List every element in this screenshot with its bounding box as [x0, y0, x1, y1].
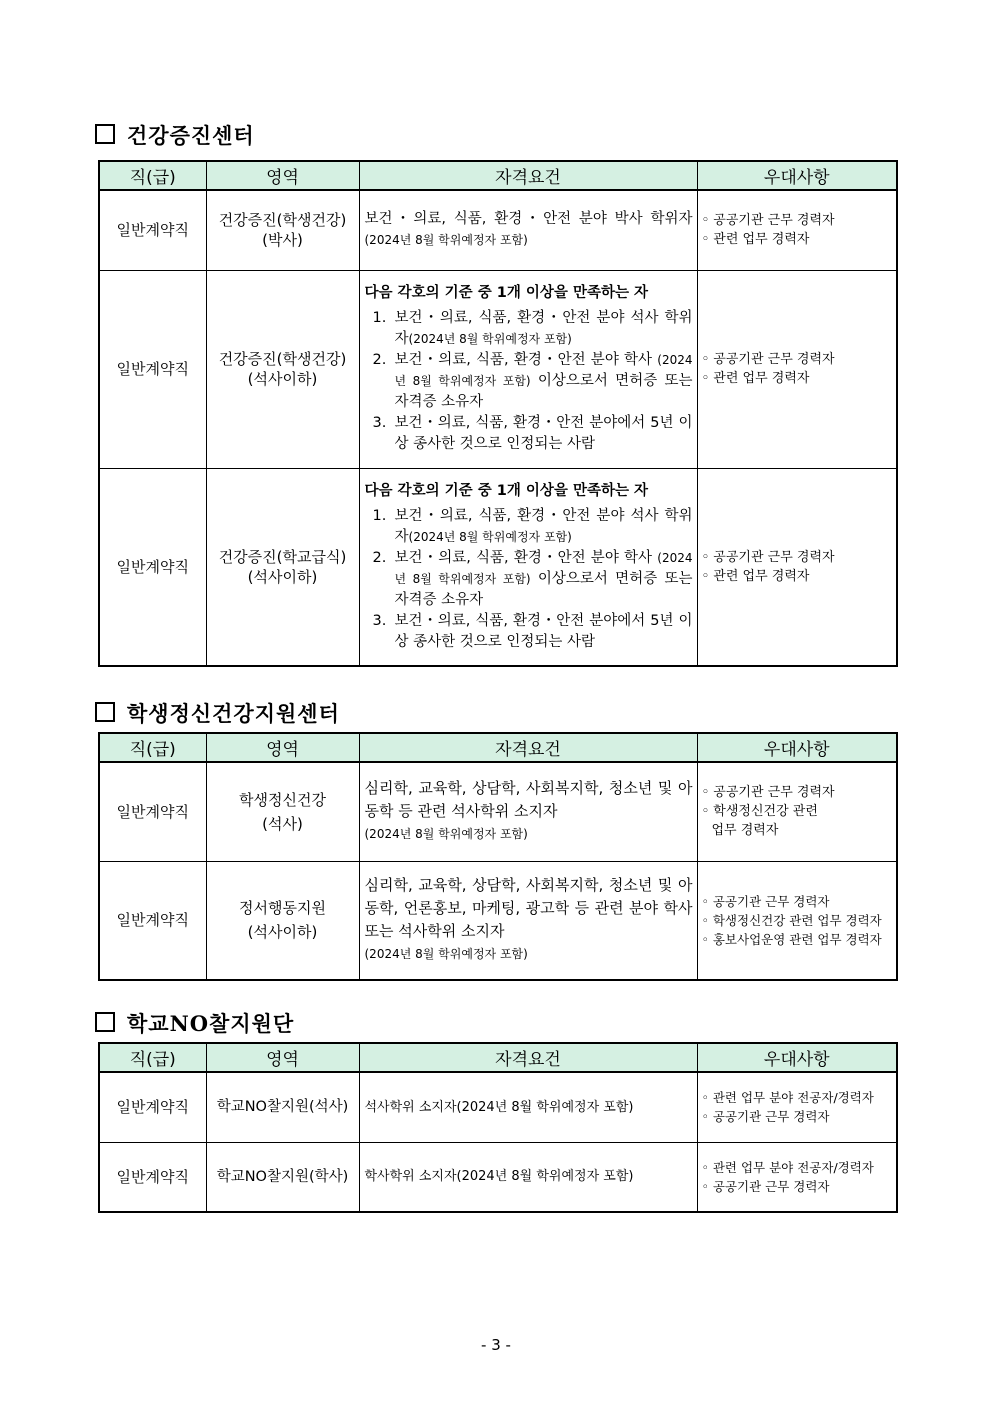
header-requirements: 자격요건: [359, 1043, 697, 1072]
table-row: [99, 1072, 897, 1142]
table-row: [99, 468, 897, 666]
header-area: 영역: [206, 733, 359, 762]
list-item: 2. 보건・의료, 식품, 환경・안전 분야 학사 (2024년 8월 학위예정자 포함) 이상으로서 면허증 또는 자격증 소유자: [372, 549, 693, 608]
checkbox-square-icon: [95, 124, 115, 144]
table-header-row: [99, 1043, 897, 1072]
requirements-cell: [359, 468, 697, 666]
section-title-text: 건강증진센터: [127, 123, 255, 148]
list-item: 3. 보건・의료, 식품, 환경・안전 분야에서 5년 이상 종사한 것으로 인정되는 사람: [372, 415, 693, 452]
table-row: [99, 270, 897, 468]
section-title-school-support: [95, 1008, 294, 1038]
requirements-cell: 석사학위 소지자(2024년 8월 학위예정자 포함): [359, 1072, 697, 1142]
list-item: 2. 보건・의료, 식품, 환경・안전 분야 학사 (2024년 8월 학위예정자 포함) 이상으로서 면허증 또는 자격증 소유자: [372, 352, 693, 410]
list-item: 1. 보건・의료, 식품, 환경・안전 분야 석사 학위자(2024년 8월 학위예정자 포함): [372, 310, 693, 347]
school-support-team-table: [98, 1042, 898, 1213]
requirements-cell: 심리학, 교육학, 상담학, 사회복지학, 청소년 및 아동학, 언론홍보, 마케팅, 광고학 등 관련 분야 학사 또는 석사학위 소지자 (2024년 8월 학위예정자 포함): [359, 861, 697, 980]
area-cell: 학교NO찰지원(석사): [206, 1072, 359, 1142]
header-grade: 직(급): [99, 1043, 206, 1072]
grade-cell: 일반계약직: [99, 762, 206, 861]
preferences-cell: ◦ 공공기관 근무 경력자 ◦ 학생정신건강 관련 업무 경력자 ◦ 홍보사업운영 관련 업무 경력자: [697, 861, 897, 980]
preferences-cell: ◦ 공공기관 근무 경력자 ◦ 학생정신건강 관련 업무 경력자: [697, 762, 897, 861]
requirements-cell: 학사학위 소지자(2024년 8월 학위예정자 포함): [359, 1142, 697, 1212]
list-item: 3. 보건・의료, 식품, 환경・안전 분야에서 5년 이상 종사한 것으로 인정되는 사람: [372, 612, 693, 650]
grade-cell: 일반계약직: [99, 190, 206, 270]
preferences-cell: ◦ 공공기관 근무 경력자 ◦ 관련 업무 경력자: [697, 190, 897, 270]
grade-cell: 일반계약직: [99, 1142, 206, 1212]
preferences-cell: ◦ 관련 업무 분야 전공자/경력자 ◦ 공공기관 근무 경력자: [697, 1072, 897, 1142]
section-title-health: [95, 120, 255, 150]
area-cell: 정서행동지원 (석사이하): [206, 861, 359, 980]
requirements-heading: 다음 각호의 기준 중 1개 이상을 만족하는 자: [364, 482, 649, 499]
table-row: [99, 1142, 897, 1212]
area-cell: 건강증진(학교급식) (석사이하): [206, 468, 359, 666]
checkbox-square-icon: [95, 1012, 115, 1032]
table-header-row: [99, 161, 897, 190]
header-area: 영역: [206, 1043, 359, 1072]
area-cell: 학생정신건강 (석사): [206, 762, 359, 861]
grade-cell: 일반계약직: [99, 270, 206, 468]
requirements-cell: 심리학, 교육학, 상담학, 사회복지학, 청소년 및 아동학 등 관련 석사학위 소지자 (2024년 8월 학위예정자 포함): [359, 762, 697, 861]
requirements-cell: [359, 270, 697, 468]
list-item: 1. 보건・의료, 식품, 환경・안전 분야 석사 학위자(2024년 8월 학위예정자 포함): [372, 507, 693, 545]
table-row: [99, 861, 897, 980]
table-header-row: [99, 733, 897, 762]
preferences-cell: ◦ 관련 업무 분야 전공자/경력자 ◦ 공공기관 근무 경력자: [697, 1142, 897, 1212]
grade-cell: 일반계약직: [99, 1072, 206, 1142]
table-row: [99, 190, 897, 270]
header-requirements: 자격요건: [359, 161, 697, 190]
area-cell: 학교NO찰지원(학사): [206, 1142, 359, 1212]
header-grade: 직(급): [99, 733, 206, 762]
mental-health-center-table: [98, 732, 898, 981]
preferences-cell: ◦ 공공기관 근무 경력자 ◦ 관련 업무 경력자: [697, 270, 897, 468]
table-row: [99, 762, 897, 861]
area-cell: 건강증진(학생건강) (석사이하): [206, 270, 359, 468]
header-preferences: 우대사항: [697, 1043, 897, 1072]
header-area: 영역: [206, 161, 359, 190]
section-title-text: 학생정신건강지원센터: [127, 701, 340, 726]
health-center-table: [98, 160, 898, 667]
area-cell: 건강증진(학생건강) (박사): [206, 190, 359, 270]
grade-cell: 일반계약직: [99, 861, 206, 980]
grade-cell: 일반계약직: [99, 468, 206, 666]
header-requirements: 자격요건: [359, 733, 697, 762]
section-title-text: 학교NO찰지원단: [127, 1011, 295, 1036]
header-preferences: 우대사항: [697, 733, 897, 762]
section-title-mental-health: [95, 698, 340, 728]
requirements-cell: 보건・의료, 식품, 환경・안전 분야 박사 학위자(2024년 8월 학위예정자 포함): [359, 190, 697, 270]
checkbox-square-icon: [95, 702, 115, 722]
header-grade: 직(급): [99, 161, 206, 190]
page-number: - 3 -: [481, 1336, 511, 1354]
preferences-cell: ◦ 공공기관 근무 경력자 ◦ 관련 업무 경력자: [697, 468, 897, 666]
header-preferences: 우대사항: [697, 161, 897, 190]
requirements-heading: 다음 각호의 기준 중 1개 이상을 만족하는 자: [364, 285, 649, 301]
